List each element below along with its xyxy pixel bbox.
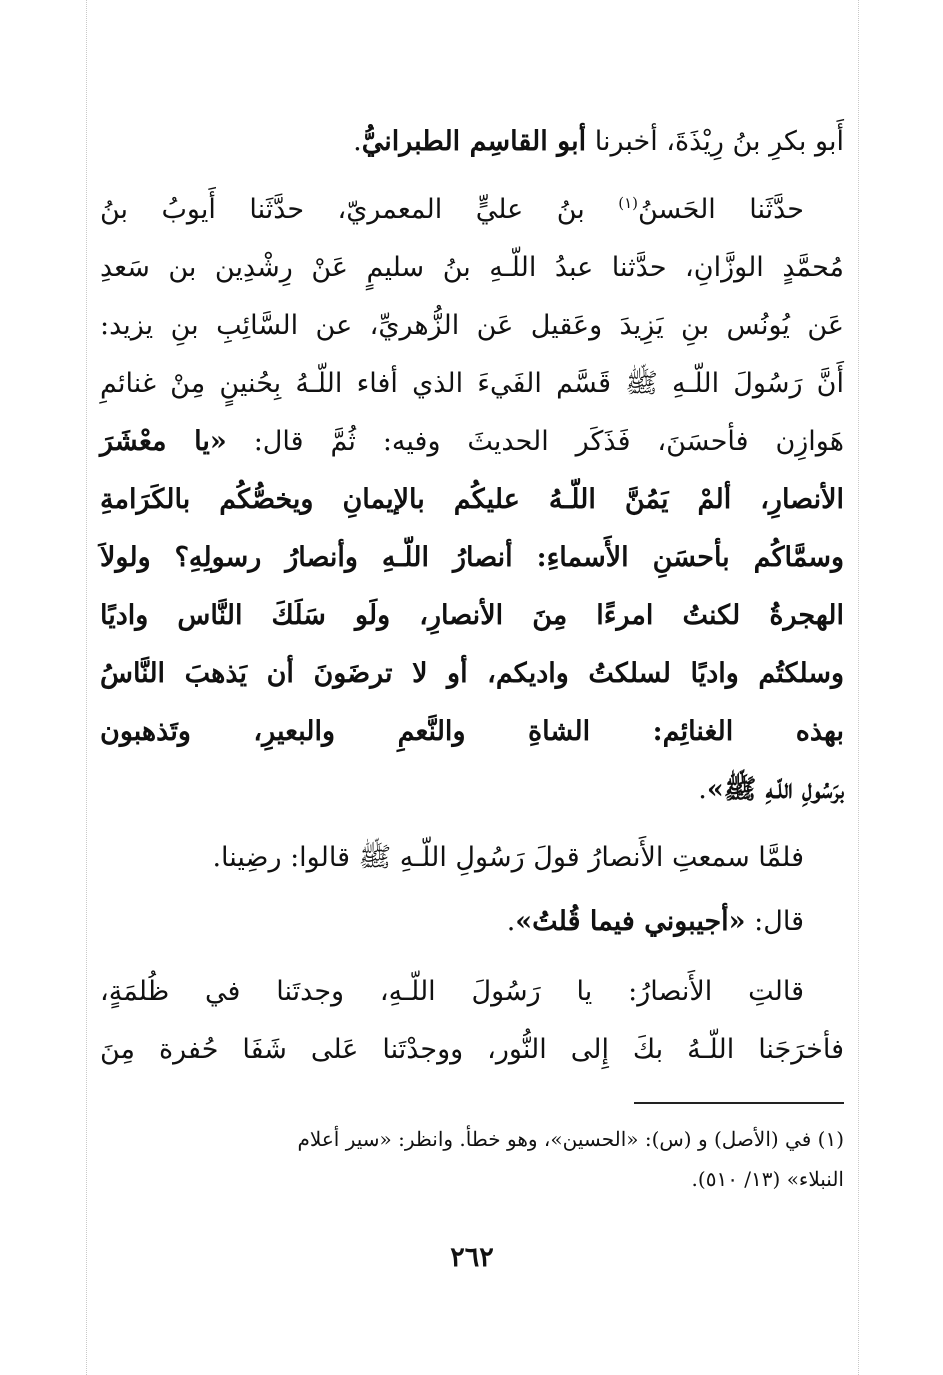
footnote-line-1: (١) في (الأصل) و (س): «الحسين»، وهو خطأ. وانظر: «سير أعلام [297,1127,844,1151]
text-line-14: قال: «أجيبوني فيما قُلتُ». [506,906,804,937]
page-number: ٢٦٢ [450,1242,494,1273]
text-line-8: وسمَّاكُم بأحسَنِ الأَسماءِ: أنصارُ اللّـهِ وأنصارُ رسولِهِ؟ ولولاَ [100,542,844,573]
text-line-1: أَبو بكرِ بنُ رِيْذَةَ، أخبرنا أبو القاسِم الطبرانيُّ. [353,126,844,157]
margin-guide-left [86,0,87,1375]
text-line-11: بهذه الغنائِم: الشاةِ والنَّعمِ والبعيرِ، وتَذهبون [100,716,844,747]
text-line-12: برَسُولِ اللّـهِ ﷺ». [698,774,844,805]
text-line-16: فأخرَجَنا اللّـهُ بكَ إِلى النُّور، ووجدْتَنا عَلى شَفَا حُفرة مِنَ [100,1034,844,1065]
text-line-4: عَن يُونُس بنِ يَزِيدَ وعَقيل عَن الزُّهريِّ، عن السَّائِبِ بنِ يزيد: [100,310,844,341]
footnote-line-2: النبلاء» (١٣/ ٥١٠). [691,1167,844,1191]
margin-guide-right [858,0,859,1375]
text-line-9: الهجرةُ لكنتُ امرءًا مِنَ الأنصارِ، ولَو سَلَكَ النَّاس واديًا [100,600,844,631]
text-line-13: فلمَّا سمعتِ الأَنصارُ قولَ رَسُولِ اللّـهِ ﷺ قالوا: رضِينا. [212,842,804,873]
text-line-6: هَوازِن فأحسَنَ، فَذَكَر الحديثَ وفيه: ثُمَّ قال: «يا معْشَرَ [100,426,844,457]
text-line-3: مُحمَّدٍ الوزَّانِ، حدَّثنا عبدُ اللّـهِ بنُ سليمٍ عَنْ رِشْدِين بن سَعدِ [100,252,844,283]
text-line-5: أَنَّ رَسُولَ اللّـهِ ﷺ قَسَّم الفَيءَ الذي أفاء اللّـهُ بِحُنينٍ مِنْ غنائمِ [100,368,844,399]
text-line-15: قالتِ الأَنصارُ: يا رَسُولَ اللّـهِ، وجدتَنا في ظُلمَةٍ، [100,976,804,1007]
text-line-10: وسلكتُم واديًا لسلكتُ واديكم، أو لا ترضَونَ أن يَذهبَ النَّاسُ [100,658,844,689]
footnote-separator [634,1102,844,1104]
text-line-2: حدَّثَنا الحَسنُ$^{(١)}$ بنُ عليٍّ المعمريّ، حدَّثَنا أَيوبُ بنُ [100,194,804,225]
text-line-7: الأنصارِ، ألمْ يَمُنَّ اللّـهُ عليكُم بالإيمانِ ويخصُّكُم بالكَرَامةِ [100,484,844,515]
footnote-marker[interactable]: (١) [618,194,638,212]
